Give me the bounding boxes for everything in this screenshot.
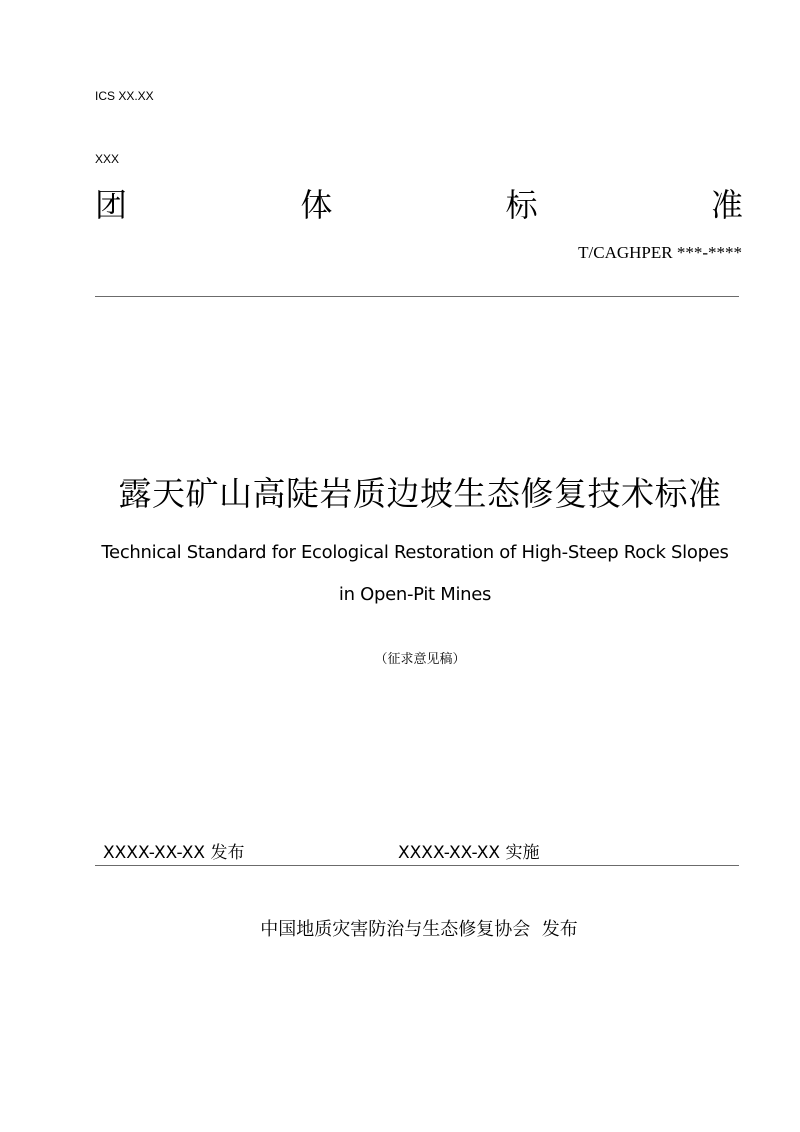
bottom-divider [95, 865, 739, 866]
top-divider [95, 296, 739, 297]
standard-number: T/CAGHPER ***-**** [578, 243, 742, 262]
standard-type-title [95, 184, 743, 226]
document-title-english: Technical Standard for Ecological Restoration of High-Steep Rock Slopes in Open-Pit Mines [101, 542, 729, 605]
standard-type-char: 体 [300, 186, 333, 224]
implement-date: XXXX-XX-XX 实施 [398, 843, 540, 863]
standard-type-char: 准 [710, 186, 743, 224]
publish-date: XXXX-XX-XX 发布 [103, 843, 245, 863]
ics-code: ICS XX.XX [95, 89, 154, 103]
document-title-chinese: 露天矿山高陡岩质边坡生态修复技术标准 [118, 474, 722, 513]
publisher: 中国地质灾害防治与生态修复协会 发布 [260, 919, 578, 940]
standard-type-char: 标 [505, 186, 538, 224]
draft-status: （征求意见稿） [374, 652, 466, 667]
standard-type-char: 团 [95, 186, 128, 224]
ccs-code: XXX [95, 152, 120, 166]
